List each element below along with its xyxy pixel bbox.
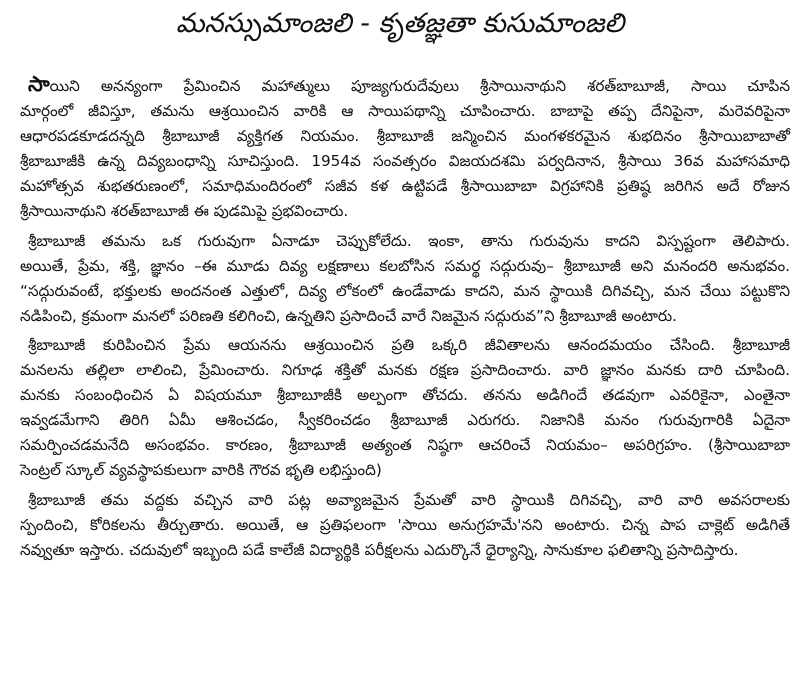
text-line: ఇవ్వడమేగాని తిరిగి ఏమీ ఆశించడం, స్వీకరించడం శ్రీబాబూజీ ఎరుగరు. నిజానికి మనం గురువుగారికి ఏదైనా [20,411,790,430]
text-line: శ్రీసాయినాథుని శరత్‌బాబూజీ ఈ పుడమిపై ప్రభవించారు. [20,202,349,221]
text-line: నవ్వుతూ ఇస్తారు. చదువులో ఇబ్బంది పడే కాలేజీ విద్యార్థికి పరీక్షలను ఎదుర్కొనే ధైర్యాన్ని, సానుకూల ఫలితాన్ని ప్రసాదిస్తారు. [20,540,739,559]
text-line: ఆధారపడకూడదన్నది శ్రీబాబూజీ వ్యక్తిగత నియమం. శ్రీబాబూజీ జన్మించిన మంగళకరమైన శుభదినం శ్రీసాయిబాబాతో [20,127,790,146]
text-line: నడిపించి, క్రమంగా మనలో పరిణతి కలిగించి, ఉన్నతిని ప్రసాదించే వారే నిజమైన సద్గురువ”ని శ్రీబాబూజీ అంటారు. [20,306,678,325]
paragraph-3 [20,333,790,484]
text-line: మార్గంలో జీవిస్తూ, తమను ఆశ్రయించిన వారికి ఆ సాయిపథాన్ని చూపించారు. బాబాపై తప్ప దేనిపైనా, మరెవరిపైనా [20,102,790,121]
page-title: మనస్సుమాంజలి - కృతజ్ఞతా కుసుమాంజలి [175,8,625,39]
text-line-content: యిని అనన్యంగా ప్రేమించిన మహాత్ములు పూజ్యగురుదేవులు శ్రీసాయినాథుని శరత్‌బాబూజీ, సాయి చూపిన [49,77,790,95]
drop-cap: సా [28,72,50,96]
article-body [20,72,790,567]
paragraph-1 [20,72,790,225]
text-line: అయితే, ప్రేమ, శక్తి, జ్ఞానం –ఈ మూడు దివ్య లక్షణాలు కలబోసిన సమర్థ సద్గురువు– శ్రీబాబూజీ అని మనందరి అనుభవం. [20,256,790,275]
text-line [20,72,790,99]
text-line: “సద్గురువంటే, భక్తులకు అందనంత ఎత్తులో, దివ్య లోకంలో ఉండేవాడు కాదని, మన స్థాయికి దిగివచ్చి, మన చేయి పట్టుకొని [20,281,790,300]
text-line: స్పందించి, కోరికలను తీర్చుతారు. అయితే, ఆ ప్రతిఫలంగా 'సాయి అనుగ్రహమే'నని అంటారు. చిన్న పాప చాక్లెట్ అడిగితే [20,515,790,534]
text-line: సమర్పించడమనేది అసంభవం. కారణం, శ్రీబాబూజీ అత్యంత నిష్ఠగా ఆచరించే నియమం– అపరిగ్రహం. (శ్రీసాయిబాబా [20,436,790,455]
text-line: మహోత్సవ శుభతరుణంలో, సమాధిమందిరంలో సజీవ కళ ఉట్టిపడే శ్రీసాయిబాబా విగ్రహానికి ప్రతిష్ఠ జరిగిన అదే రోజున [20,177,790,196]
text-line: శ్రీబాబూజీకి ఉన్న దివ్యబంధాన్ని సూచిస్తుంది. 1954వ సంవత్సరం విజయదశమి పర్వదినాన, శ్రీసాయి 36వ మహాసమాధి [20,152,790,171]
paragraph-2 [20,229,790,329]
text-line: శ్రీబాబూజీ కురిపించిన ప్రేమ ఆయనను ఆశ్రయించిన ప్రతి ఒక్కరి జీవితాలను ఆనందమయం చేసింది. శ్రీబాబూజీ [28,335,790,354]
text-line: మనలను తల్లిలా లాలించి, ప్రేమించారు. నిగూఢ శక్తితో మనకు రక్షణ ప్రసాదించారు. వారి జ్ఞానం మనకు దారి చూపింది. [20,361,790,380]
text-line: శ్రీబాబూజీ తమ వద్దకు వచ్చిన వారి పట్ల అవ్యాజమైన ప్రేమతో వారి స్థాయికి దిగివచ్చి, వారి వారి అవసరాలకు [28,490,790,509]
text-line: శ్రీబాబూజీ తమను ఒక గురువుగా ఏనాడూ చెప్పుకోలేదు. ఇంకా, తాను గురువును కాదని విస్పష్టంగా తెలిపారు. [28,231,790,250]
text-line: మనకు సంబంధించిన ఏ విషయమూ శ్రీబాబూజీకి అల్పంగా తోచదు. తనను అడిగిందే తడవుగా ఎవరికైనా, ఎంతైనా [20,386,790,405]
paragraph-4 [20,488,790,563]
text-line: సెంట్రల్ స్కూల్ వ్యవస్థాపకులుగా వారికి గౌరవ భృతి లభిస్తుంది) [20,461,382,480]
